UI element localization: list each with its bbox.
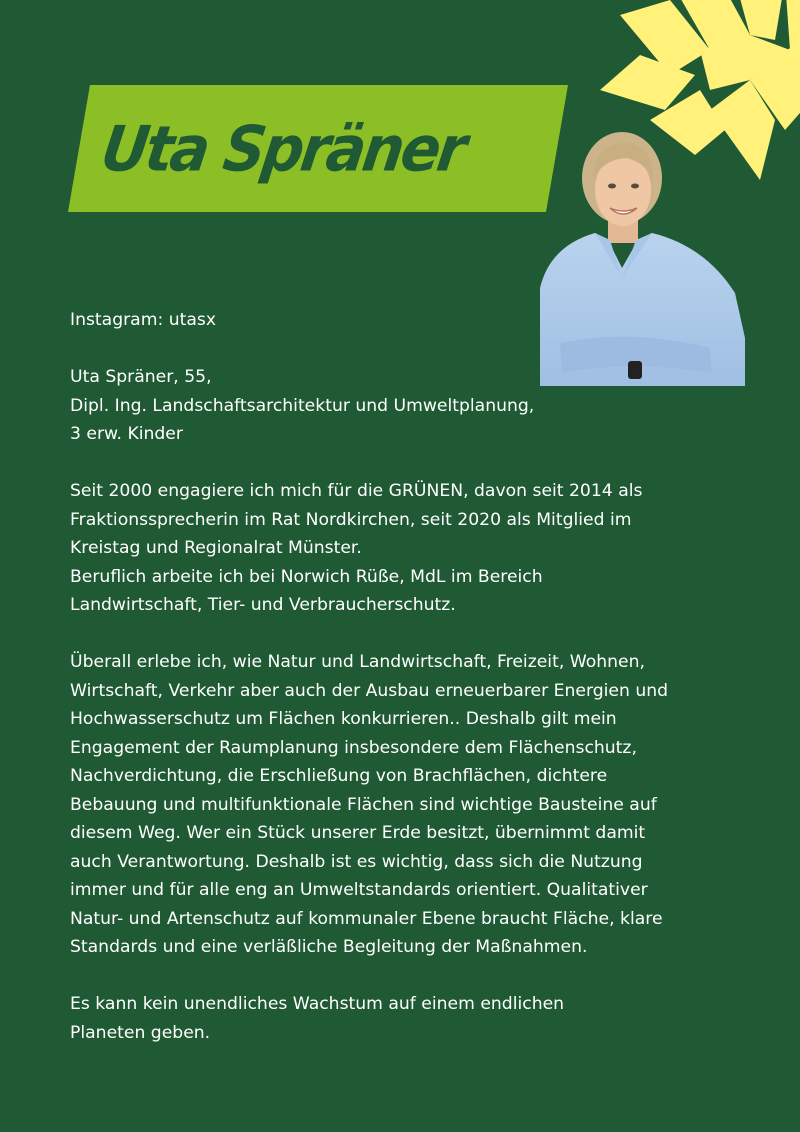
closing-line: Planeten geben. xyxy=(70,1022,211,1043)
paragraph-line: Nachverdichtung, die Erschließung von Brachflächen, dichtere xyxy=(70,766,608,786)
paragraph-line: Hochwasserschutz um Flächen konkurrieren.. Deshalb gilt mein xyxy=(70,709,617,729)
paragraph-line: Engagement der Raumplanung insbesondere dem Flächenschutz, xyxy=(70,737,637,758)
paragraph-line: immer und für alle eng an Umweltstandards orientiert. Qualitativer xyxy=(70,880,648,900)
paragraph-line: Kreistag und Regionalrat Münster. xyxy=(70,538,362,558)
person-line: 3 erw. Kinder xyxy=(70,424,183,444)
paragraph-line: auch Verantwortung. Deshalb ist es wichtig, dass sich die Nutzung xyxy=(70,851,643,872)
paragraph-line: Standards und eine verläßliche Begleitung der Maßnahmen. xyxy=(70,937,588,957)
paragraph-line: diesem Weg. Wer ein Stück unserer Erde besitzt, übernimmt damit xyxy=(70,823,646,843)
person-line: Uta Spräner, 55, xyxy=(70,367,212,387)
candidate-name: Uta Spräner xyxy=(96,112,469,186)
paragraph-line: Wirtschaft, Verkehr aber auch der Ausbau erneuerbarer Energien und xyxy=(70,680,669,701)
paragraph-line: Seit 2000 engagiere ich mich für die GRÜNEN, davon seit 2014 als xyxy=(70,481,643,501)
paragraph-line: Fraktionssprecherin im Rat Nordkirchen, seit 2020 als Mitglied im xyxy=(70,509,632,530)
paragraph-line: Bebauung und multifunktionale Flächen sind wichtige Bausteine auf xyxy=(70,794,657,815)
closing-line: Es kann kein unendliches Wachstum auf einem endlichen xyxy=(70,994,565,1014)
instagram-handle: Instagram: utasx xyxy=(70,310,216,330)
paragraph-line: Natur- und Artenschutz auf kommunaler Ebene braucht Fläche, klare xyxy=(70,908,663,929)
bio-text xyxy=(70,306,770,1047)
person-line: Dipl. Ing. Landschaftsarchitektur und Umweltplanung, xyxy=(70,395,535,416)
paragraph-line: Beruflich arbeite ich bei Norwich Rüße, MdL im Bereich xyxy=(70,566,543,587)
paragraph-line: Überall erlebe ich, wie Natur und Landwirtschaft, Freizeit, Wohnen, xyxy=(70,652,645,672)
paragraph-line: Landwirtschaft, Tier- und Verbraucherschutz. xyxy=(70,595,456,615)
name-banner xyxy=(68,85,568,212)
